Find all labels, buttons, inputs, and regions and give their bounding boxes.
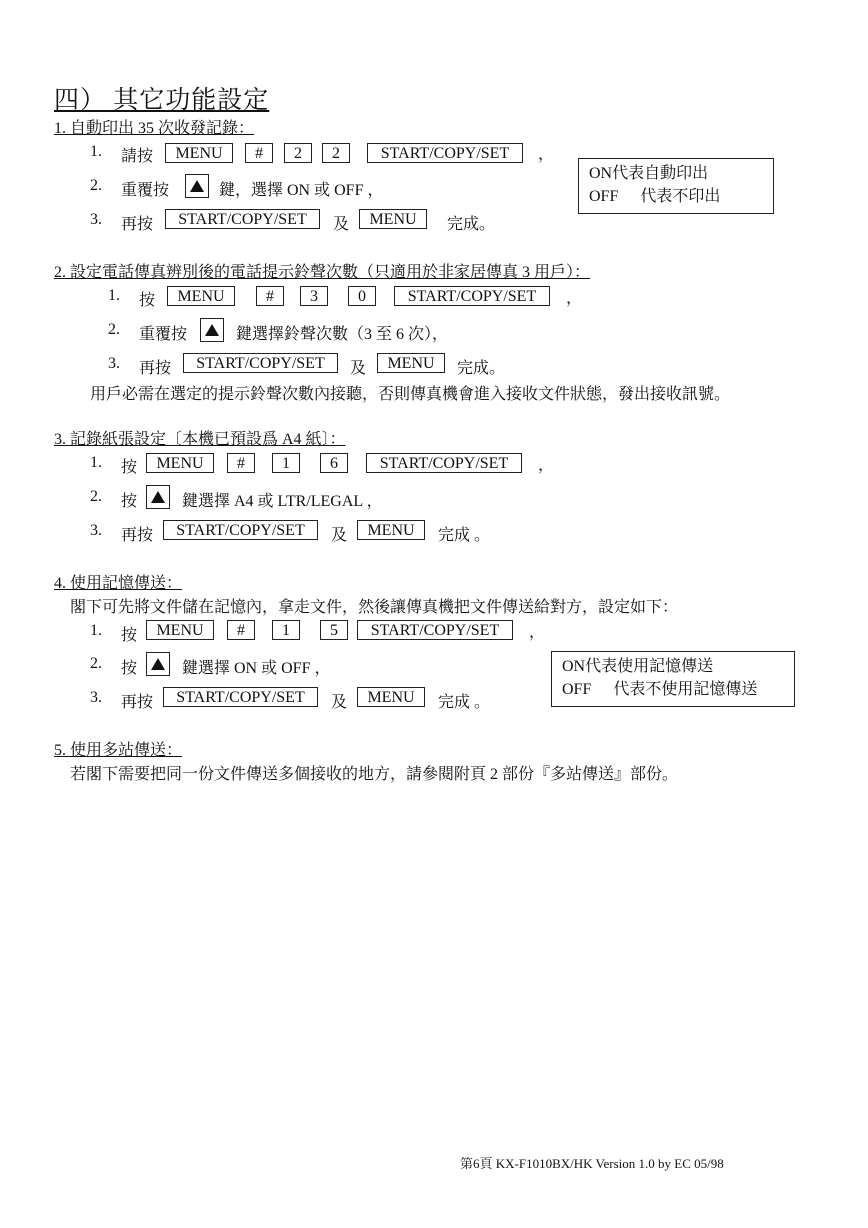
- section-heading-5: 5. 使用多站傳送：: [54, 742, 183, 759]
- step-text: 鍵選擇 ON 或 OFF ，: [182, 660, 331, 677]
- step-number: 2.: [90, 177, 102, 194]
- menu-key: MENU: [377, 353, 445, 373]
- step-number: 1.: [90, 454, 102, 471]
- step-text: 完成。: [457, 360, 506, 377]
- note-box: [578, 158, 774, 214]
- step-number: 2.: [90, 488, 102, 505]
- menu-key: MENU: [165, 143, 233, 163]
- step-number: 3.: [108, 355, 120, 372]
- hash-key: #: [245, 143, 273, 163]
- hash-key: #: [227, 620, 255, 640]
- digit-key: 2: [284, 143, 312, 163]
- step-text: 重覆按: [139, 326, 188, 343]
- step-number: 1.: [90, 143, 102, 160]
- note-box: [551, 651, 795, 707]
- section-heading-2: 2. 設定電話傳真辨別後的電話提示鈴聲次數（只適用於非家居傳真 3 用戶）：: [54, 264, 591, 281]
- step-text: 完成。: [447, 216, 496, 233]
- up-arrow-key-icon: [185, 174, 209, 198]
- step-text: ，: [566, 290, 583, 307]
- start-copy-set-key: START/COPY/SET: [357, 620, 513, 640]
- up-arrow-key-icon: [146, 485, 170, 509]
- hash-key: #: [227, 453, 255, 473]
- note-line: OFF: [562, 681, 592, 698]
- step-text: 完成 。: [438, 527, 491, 544]
- step-text: 按: [121, 459, 138, 476]
- step-text: 再按: [139, 360, 172, 377]
- step-text: 再按: [121, 527, 154, 544]
- menu-key: MENU: [146, 453, 214, 473]
- remark-text: 用戶必需在選定的提示鈴聲次數內接聽，否則傳真機會進入接收文件狀態，發出接收訊號。: [90, 386, 731, 403]
- start-copy-set-key: START/COPY/SET: [163, 520, 318, 540]
- step-text: 再按: [121, 694, 154, 711]
- note-line: ON代表使用記憶傳送: [562, 658, 714, 675]
- step-text: 按: [121, 627, 138, 644]
- step-text: ，: [538, 146, 555, 163]
- start-copy-set-key: START/COPY/SET: [366, 453, 522, 473]
- start-copy-set-key: START/COPY/SET: [183, 353, 338, 373]
- step-text: 鍵選擇鈴聲次數（3 至 6 次），: [236, 326, 449, 343]
- step-text: ，: [538, 457, 555, 474]
- digit-key: 6: [320, 453, 348, 473]
- step-number: 2.: [90, 655, 102, 672]
- note-line: OFF: [589, 188, 619, 205]
- step-number: 1.: [90, 622, 102, 639]
- up-arrow-key-icon: [146, 652, 170, 676]
- step-text: 及: [350, 360, 367, 377]
- step-text: 及: [331, 527, 348, 544]
- start-copy-set-key: START/COPY/SET: [165, 209, 320, 229]
- step-text: 及: [333, 216, 350, 233]
- digit-key: 3: [300, 286, 328, 306]
- digit-key: 0: [348, 286, 376, 306]
- step-text: 重覆按: [121, 182, 170, 199]
- section-heading-3: 3. 記錄紙張設定〔本機已預設爲 A4 紙〕：: [54, 431, 346, 448]
- page-footer: 第6頁 KX-F1010BX/HK Version 1.0 by EC 05/98: [460, 1156, 724, 1171]
- digit-key: 5: [320, 620, 348, 640]
- menu-key: MENU: [167, 286, 235, 306]
- intro-text: 閣下可先將文件儲在記憶內，拿走文件，然後讓傳真機把文件傳送給對方，設定如下：: [70, 599, 679, 616]
- step-text: 及: [331, 694, 348, 711]
- note-line: 代表不印出: [640, 188, 721, 205]
- step-number: 3.: [90, 689, 102, 706]
- step-text: ，: [529, 624, 546, 641]
- start-copy-set-key: START/COPY/SET: [394, 286, 550, 306]
- digit-key: 2: [322, 143, 350, 163]
- digit-key: 1: [272, 453, 300, 473]
- step-text: 按: [121, 493, 138, 510]
- step-text: 鍵，選擇 ON 或 OFF ，: [219, 182, 384, 199]
- section-heading-1: 1. 自動印出 35 次收發記錄：: [54, 120, 255, 137]
- start-copy-set-key: START/COPY/SET: [163, 687, 318, 707]
- menu-key: MENU: [357, 687, 425, 707]
- menu-key: MENU: [146, 620, 214, 640]
- step-number: 3.: [90, 522, 102, 539]
- step-text: 完成 。: [438, 694, 491, 711]
- section-heading-4: 4. 使用記憶傳送：: [54, 575, 183, 592]
- digit-key: 1: [272, 620, 300, 640]
- menu-key: MENU: [359, 209, 427, 229]
- intro-text: 若閣下需要把同一份文件傳送多個接收的地方，請參閱附頁 2 部份『多站傳送』部份。: [70, 766, 679, 783]
- step-text: 請按: [121, 148, 154, 165]
- menu-key: MENU: [357, 520, 425, 540]
- step-text: 再按: [121, 216, 154, 233]
- step-text: 按: [139, 292, 156, 309]
- page-title: 四） 其它功能設定: [54, 87, 270, 114]
- step-number: 1.: [108, 287, 120, 304]
- step-number: 2.: [108, 321, 120, 338]
- note-line: 代表不使用記憶傳送: [613, 681, 758, 698]
- step-text: 按: [121, 660, 138, 677]
- step-number: 3.: [90, 211, 102, 228]
- note-line: ON代表自動印出: [589, 165, 709, 182]
- up-arrow-key-icon: [200, 318, 224, 342]
- start-copy-set-key: START/COPY/SET: [367, 143, 523, 163]
- step-text: 鍵選擇 A4 或 LTR/LEGAL ，: [182, 493, 383, 510]
- hash-key: #: [256, 286, 284, 306]
